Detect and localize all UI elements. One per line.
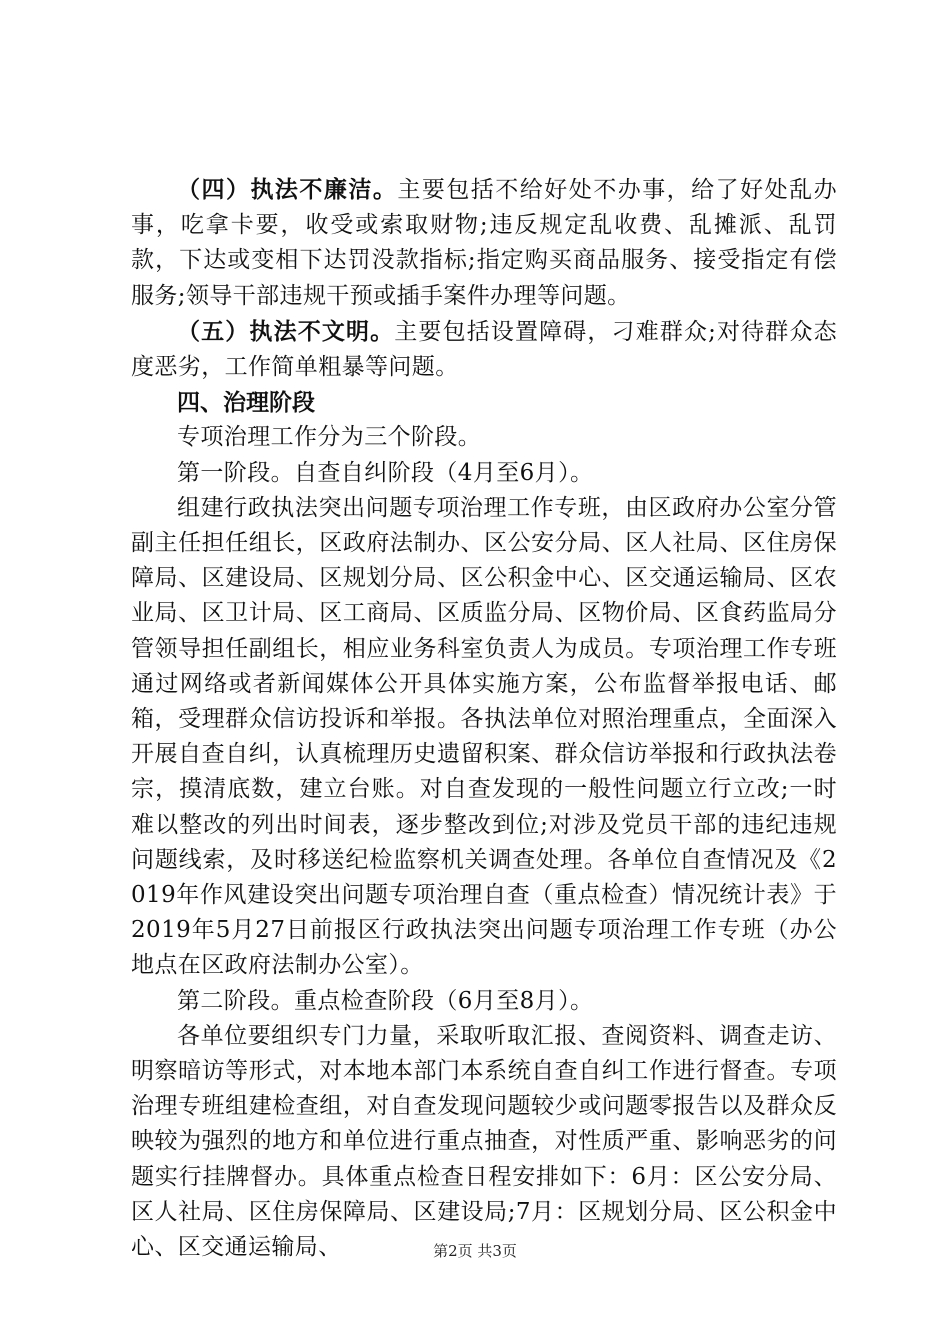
stage1-body: 组建行政执法突出问题专项治理工作专班，由区政府办公室分管副主任担任组长，区政府法制办、区公安分局、区人社局、区住房保障局、区建设局、区规划分局、区公积金中心、区交通运输局、区农业局、区卫计局、区工商局、区质监分局、区物价局、区食药监局分管领导担任副组长，相应业务科室负责人为成员。专项治理工作专班通过网络或者新闻媒体公开具体实施方案，公布监督举报电话、邮箱，受理群众信访投诉和举报。各执法单位对照治理重点，全面深入开展自查自纠，认真梳理历史遗留积案、群众信访举报和行政执法卷宗，摸清底数，建立台账。对自查发现的一般性问题立行立改;一时难以整改的列出时间表，逐步整改到位;对涉及党员干部的违纪违规问题线索，及时移送纪检监察机关调查处理。各单位自查情况及《2019年作风建设突出问题专项治理自查（重点检查）情况统计表》于2019年5月27日前报区行政执法突出问题专项治理工作专班（办公地点在区政府法制办公室）。 <box>131 494 837 979</box>
paragraph-item-4 <box>131 172 837 314</box>
stage2-body: 各单位要组织专门力量，采取听取汇报、查阅资料、调查走访、明察暗访等形式，对本地本部门本系统自查自纠工作进行督查。专项治理专班组建检查组，对自查发现问题较少或问题零报告以及群众反映较为强烈的地方和单位进行重点抽查，对性质严重、影响恶劣的问题实行挂牌督办。具体重点检查日程安排如下：6月：区公安分局、区人社局、区住房保障局、区建设局;7月：区规划分局、区公积金中心、区交通运输局、 <box>131 1022 837 1261</box>
stage-intro: 专项治理工作分为三个阶段。 <box>177 424 482 451</box>
paragraph-item-5 <box>131 314 837 385</box>
section-heading: 四、治理阶段 <box>177 389 315 417</box>
stage1-title: 第一阶段。自查自纠阶段（4月至6月）。 <box>177 459 594 486</box>
paragraph-text: 主要包括设置障碍，刁难群众;对待群众态度恶劣，工作简单粗暴等问题。 <box>131 318 837 381</box>
page-footer: 第2页 共3页 <box>433 1242 517 1260</box>
paragraph-lead: （五）执法不文明。 <box>177 317 395 345</box>
paragraph-lead: （四）执法不廉洁。 <box>177 176 398 203</box>
document-body <box>131 172 837 1265</box>
stage2-title: 第二阶段。重点检查阶段（6月至8月）。 <box>177 987 594 1014</box>
paragraph-text: 主要包括不给好处不办事，给了好处乱办事，吃拿卡要，收受或索取财物;违反规定乱收费、乱摊派、乱罚款，下达或变相下达罚没款指标;指定购买商品服务、接受指定有偿服务;领导干部违规干预或插手案件办理等问题。 <box>131 177 837 309</box>
